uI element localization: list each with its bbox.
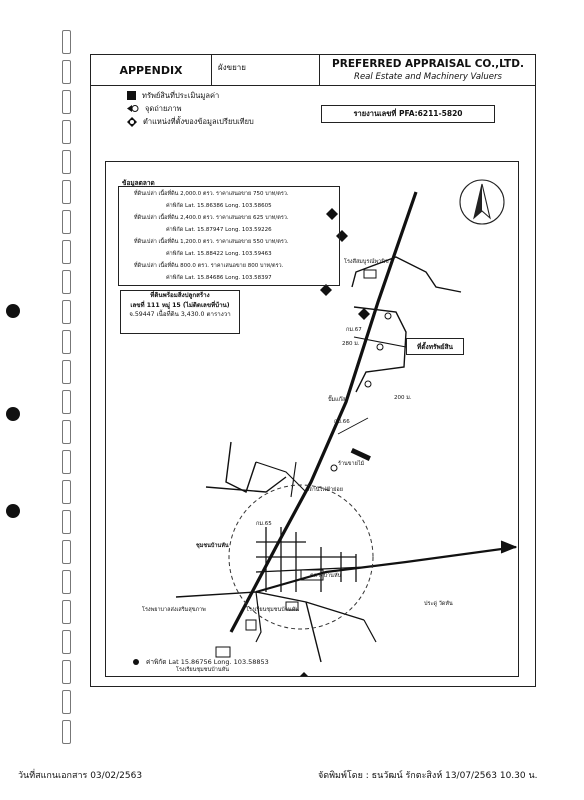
bottom-coordinates: ค่าพิกัด Lat 15.86756 Long. 103.58853 — [146, 658, 269, 666]
map-label: ผังขยาย — [212, 55, 320, 85]
km66-label: กม.66 — [334, 419, 350, 425]
comparables-frame — [118, 186, 340, 286]
comparable-line: ที่ดินเปล่า เนื้อที่ดิน 1,200.0 ตรว. ราคาเสนอขาย 550 บาท/ตรว. — [134, 239, 289, 245]
km67-label: กม.67 — [346, 327, 362, 333]
print-info: จัดพิมพ์โดย : ธนวัฒน์ รักตะสิงห์ 13/07/2563 10.30 น. — [318, 771, 538, 781]
company-name: PREFERRED APPRAISAL CO.,LTD. — [332, 58, 524, 70]
punch-hole — [6, 504, 20, 518]
header-row — [91, 55, 535, 86]
comparable-location-icon — [127, 117, 137, 127]
subject-line1: ที่ดินพร้อมสิ่งปลูกสร้าง — [150, 292, 210, 299]
punch-hole — [6, 407, 20, 421]
black-square-icon — [127, 91, 136, 100]
comparable-line: ค่าพิกัด Lat. 15.88422 Long. 103.59463 — [166, 251, 272, 257]
comparable-line: ที่ดินเปล่า เนื้อที่ดิน 2,000.0 ตรว. ราคาเสนอขาย 750 บาท/ตรว. — [134, 191, 289, 197]
comparable-line: ค่าพิกัด Lat. 15.87947 Long. 103.59226 — [166, 227, 272, 233]
power-label: สถานีไฟฟ้าย่อย — [306, 487, 343, 493]
factory-label: โรงสีสมบูรณ์พานิช — [344, 259, 389, 265]
subject-line2: เลขที่ 111 หมู่ 15 (ไม่ติดเลขที่บ้าน) — [130, 301, 230, 309]
comparable-location-icon — [358, 308, 370, 320]
legend-item: จุดถ่ายภาพ — [127, 102, 254, 115]
punch-hole — [6, 304, 20, 318]
appendix-frame — [90, 54, 536, 687]
site-label-box: ที่ตั้งทรัพย์สิน — [406, 338, 464, 355]
dist280-label: 280 ม. — [342, 341, 360, 347]
shop-label: ร้านขายไม้ — [338, 461, 365, 467]
village-label: ชุมชนบ้านหัน — [196, 543, 229, 549]
gas-label: ปั๊มแก๊ส — [328, 397, 346, 403]
temple-label: โรงเรียนชุมชนบ้านหัน — [176, 667, 229, 673]
plaza-label: ตลาดบ้านหัน — [310, 573, 342, 579]
comparable-location-icon — [298, 672, 310, 676]
comparable-line: ค่าพิกัด Lat. 15.86386 Long. 103.58605 — [166, 203, 272, 209]
pradu-label: ประดู่ วัดหัน — [424, 601, 453, 607]
scan-date: วันที่สแกนเอกสาร 03/02/2563 — [18, 771, 143, 781]
dist200-label: 200 ม. — [394, 395, 412, 401]
north-arrow-icon — [460, 180, 504, 224]
report-number: รายงานเลขที่ PFA:6211-5820 — [321, 105, 495, 123]
hospital-label: โรงเรียนชุมชนบ้านหัน — [246, 607, 299, 613]
subject-box — [120, 290, 240, 334]
school-label: โรงพยาบาลส่งเสริมสุขภาพ — [142, 607, 206, 613]
legend-item: ทรัพย์สินที่ประเมินมูลค่า — [127, 89, 254, 102]
legend — [127, 89, 254, 128]
comparable-line: ที่ดินเปล่า เนื้อที่ดิน 2,400.0 ตรว. ราคาเสนอขาย 625 บาท/ตรว. — [134, 215, 289, 221]
subject-line3: จ.59447 เนื้อที่ดิน 3,430.0 ตารางวา — [129, 311, 231, 318]
camera-position-icon — [127, 104, 139, 113]
legend-item: ตำแหน่งที่ตั้งของข้อมูลเปรียบเทียบ — [127, 115, 254, 128]
km65-label: กม.65 — [256, 521, 272, 527]
binder-strip — [58, 30, 76, 695]
company-subtitle: Real Estate and Machinery Valuers — [354, 72, 502, 82]
location-map — [105, 161, 519, 677]
comparables-title: ข้อมูลตลาด — [122, 179, 155, 187]
comparable-line: ที่ดินเปล่า เนื้อที่ดิน 800.0 ตรว. ราคาเสนอขาย 800 บาท/ตรว. — [134, 263, 284, 269]
appendix-label: APPENDIX — [91, 55, 212, 85]
comparable-line: ค่าพิกัด Lat. 15.84686 Long. 103.58397 — [166, 275, 272, 281]
